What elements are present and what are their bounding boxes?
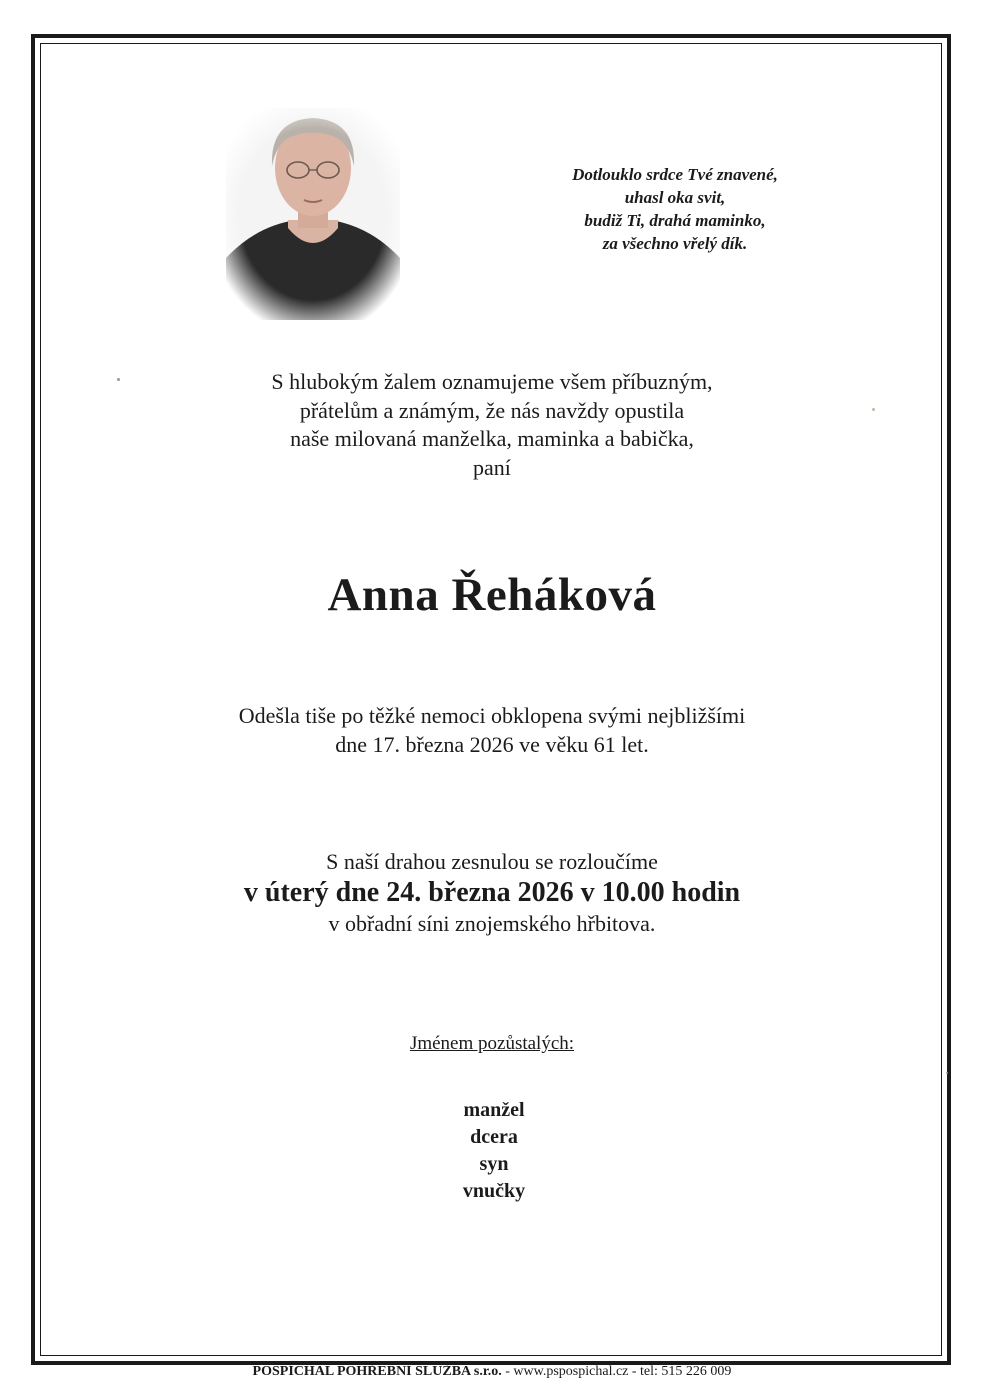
scan-speck xyxy=(117,378,120,381)
announcement-line: naše milovaná manželka, maminka a babička, xyxy=(290,426,694,451)
passing-line: dne 17. března 2026 ve věku 61 let. xyxy=(335,731,649,757)
poem-line: za všechno vřelý dík. xyxy=(602,234,748,253)
announcement-text xyxy=(140,368,844,482)
announcement-line: přátelům a známým, že nás navždy opustila xyxy=(299,397,685,423)
mourner-item: syn xyxy=(479,1153,509,1175)
poem-line: uhasl oka svit, xyxy=(624,188,726,207)
scan-speck xyxy=(872,408,875,411)
ceremony-datetime: v úterý dne 24. března 2026 v 10.00 hodin xyxy=(243,877,741,908)
mourner-item: dcera xyxy=(470,1126,518,1148)
footer-firm-name: POSPÍCHAL POHŘEBNÍ SLUŽBA s.r.o. xyxy=(252,1364,502,1379)
ceremony-intro: S naší drahou zesnulou se rozloučíme xyxy=(326,849,658,874)
mourner-item: vnučky xyxy=(462,1180,526,1202)
poem-line: Dotlouklo srdce Tvé znavené, xyxy=(572,165,778,184)
portrait-photo xyxy=(226,108,400,320)
funeral-service-footer xyxy=(0,1364,984,1380)
passing-line: Odešla tiše po těžké nemoci obklopena svými nejbližšími xyxy=(238,703,746,728)
announcement-line: paní xyxy=(473,454,511,480)
ceremony-place: v obřadní síni znojemského hřbitova. xyxy=(328,911,656,936)
footer-contact: - www.pspospichal.cz - tel: 515 226 009 xyxy=(501,1364,732,1379)
mourner-item: manžel xyxy=(463,1099,525,1121)
memorial-poem xyxy=(530,163,820,255)
announcement-line: S hlubokým žalem oznamujeme všem příbuzným, xyxy=(271,369,713,394)
passing-text xyxy=(100,702,884,759)
mourners-list xyxy=(444,1097,544,1205)
deceased-name: Anna Řeháková xyxy=(327,569,657,621)
scan-speck xyxy=(946,1072,948,1074)
mourners-heading: Jménem pozůstalých: xyxy=(409,1033,575,1054)
funeral-ceremony-info xyxy=(100,848,884,938)
poem-line: budiž Ti, drahá maminko, xyxy=(584,211,766,230)
